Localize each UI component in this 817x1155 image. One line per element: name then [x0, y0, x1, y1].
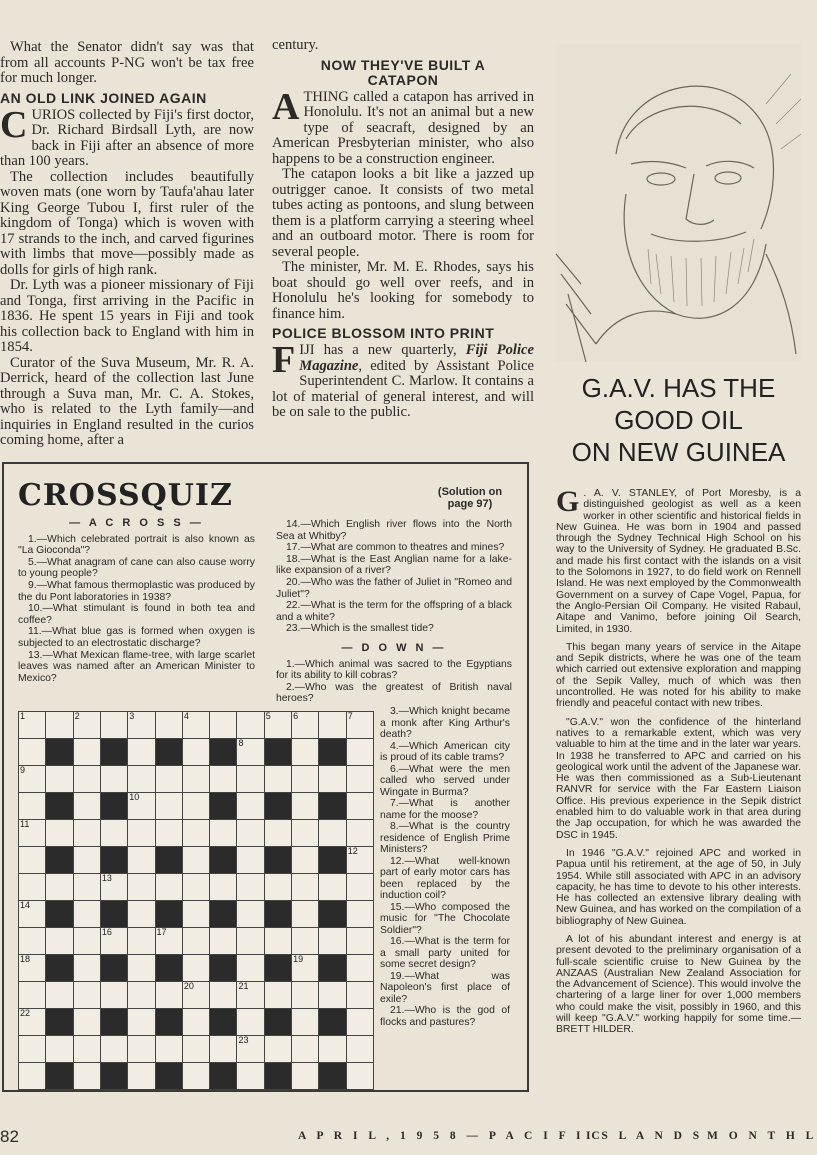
clue-item: 17.—What are common to theatres and mines?	[286, 542, 505, 554]
grid-cell[interactable]	[127, 981, 155, 1009]
down-list-side	[380, 706, 510, 1028]
grid-cell[interactable]	[291, 927, 319, 955]
clue-item: 22.—What is the term for the offspring of a black and a white?	[276, 600, 512, 623]
grid-cell[interactable]	[236, 1035, 264, 1063]
grid-number: 16	[101, 927, 112, 937]
old-link-p1: CURIOS collected by Fiji's first doctor, Dr. Richard Birdsall Lyth, are now back in Fiji after an absence of more than 100 years.	[0, 103, 254, 169]
grid-cell-black	[209, 900, 237, 928]
grid-cell[interactable]	[18, 873, 46, 901]
grid-number: 11	[20, 819, 30, 829]
grid-cell[interactable]	[346, 927, 374, 955]
grid-cell[interactable]	[291, 1062, 319, 1090]
grid-number: 17	[156, 927, 167, 937]
grid-cell-black	[45, 954, 73, 982]
feature-p4: In 1946 "G.A.V." rejoined APC and worked in Papua until his retirement, at the age of 50, in July 1954. While still associated with APC in an advisory capacity, he has time to devote to his other interests. He has collected an extensive library dealing with New Guinea, and has worked on the compilation of a bibliography of New Guinea.	[556, 847, 801, 927]
grid-cell[interactable]	[45, 873, 73, 901]
clue-item: 1.—Which celebrated portrait is also known as "La Gioconda"?	[18, 533, 255, 557]
old-link-p2: The collection includes beautifully woven mats (one worn by Taufa'ahau later King George Tubou I, first ruler of the kingdom of Tonga) which is woven with 17 strands to the inch, and carved figurines with limbs that move—possibly made as dolls for girls of high rank.	[0, 168, 254, 278]
grid-number: 18	[20, 954, 31, 964]
grid-cell[interactable]	[100, 873, 128, 901]
grid-cell[interactable]	[182, 1035, 210, 1063]
clue-item: 6.—What were the men called who served under Wingate in Burma?	[380, 763, 510, 798]
grid-cell-black	[264, 954, 292, 982]
footer-april: A P R I L ,	[298, 1130, 394, 1142]
police-p1: FIJI has a new quarterly, Fiji Police Magazine, edited by Assistant Police Superintendent C. Marlow. It contains a lot of material of general interest, and will be on sale to the public.	[272, 339, 534, 420]
grid-cell[interactable]	[346, 1062, 374, 1090]
old-link-heading: AN OLD LINK JOINED AGAIN	[0, 89, 207, 106]
grid-cell[interactable]	[209, 1035, 237, 1063]
grid-cell[interactable]	[236, 711, 264, 739]
old-link-p3: Dr. Lyth was a pioneer missionary of Fiji and Tonga, first arriving in the Pacific in 1836. He spent 15 years in Fiji and took his collection back to England with him in 1854.	[0, 277, 254, 355]
middle-column	[272, 38, 534, 421]
grid-cell[interactable]	[291, 873, 319, 901]
grid-cell[interactable]	[209, 873, 237, 901]
grid-cell[interactable]	[346, 981, 374, 1009]
grid-cell[interactable]	[318, 1035, 346, 1063]
old-link-drop-cap: C	[0, 103, 28, 146]
grid-number: 20	[183, 981, 194, 991]
grid-cell-black	[264, 846, 292, 874]
portrait-sketch	[556, 44, 801, 362]
grid-cell[interactable]	[291, 846, 319, 874]
grid-cell[interactable]	[236, 927, 264, 955]
grid-cell[interactable]	[236, 954, 264, 982]
grid-cell[interactable]	[18, 1035, 46, 1063]
grid-cell[interactable]	[291, 738, 319, 766]
grid-cell[interactable]	[264, 819, 292, 847]
grid-cell[interactable]	[18, 792, 46, 820]
grid-cell[interactable]	[182, 792, 210, 820]
grid-cell[interactable]	[182, 873, 210, 901]
grid-number: 23	[238, 1035, 249, 1045]
grid-cell[interactable]	[318, 765, 346, 793]
grid-cell[interactable]	[291, 981, 319, 1009]
senator-paragraph: What the Senator didn't say was that from all accounts P-NG won't be tax free for much longer.	[0, 39, 254, 86]
footer-islands: I S L A N D S	[586, 1130, 704, 1142]
grid-cell[interactable]	[182, 900, 210, 928]
clue-item: 19.—What was Napoleon's first place of exile?	[380, 970, 510, 1005]
grid-cell-black	[209, 954, 237, 982]
grid-number: 9	[20, 765, 26, 775]
grid-cell[interactable]	[346, 1008, 374, 1036]
grid-cell[interactable]	[127, 711, 155, 739]
footer-year-pacific: 1 9 5 8 — P A C I F I C	[400, 1130, 604, 1142]
grid-cell[interactable]	[318, 927, 346, 955]
grid-cell[interactable]	[127, 846, 155, 874]
across-list-left	[18, 534, 255, 685]
grid-cell[interactable]	[127, 792, 155, 820]
grid-number: 7	[347, 711, 353, 721]
grid-cell[interactable]	[18, 900, 46, 928]
grid-cell[interactable]	[127, 738, 155, 766]
grid-cell[interactable]	[18, 819, 46, 847]
grid-cell[interactable]	[291, 954, 319, 982]
grid-cell[interactable]	[100, 765, 128, 793]
grid-cell[interactable]	[236, 873, 264, 901]
grid-cell[interactable]	[236, 981, 264, 1009]
grid-cell[interactable]	[45, 981, 73, 1009]
grid-cell-black	[318, 1008, 346, 1036]
grid-cell[interactable]	[209, 981, 237, 1009]
grid-number: 5	[265, 711, 271, 721]
grid-cell[interactable]	[73, 954, 101, 982]
clues-right	[276, 519, 512, 705]
grid-cell-black	[264, 792, 292, 820]
grid-number: 19	[293, 954, 304, 964]
grid-cell[interactable]	[291, 765, 319, 793]
grid-cell[interactable]	[155, 873, 183, 901]
grid-cell[interactable]	[264, 711, 292, 739]
solution-line-1: (Solution on	[437, 486, 503, 498]
grid-cell[interactable]	[318, 873, 346, 901]
clue-item: 21.—Who is the god of flocks and pastures?	[380, 1005, 510, 1028]
grid-number: 8	[238, 738, 244, 748]
grid-number: 4	[183, 711, 189, 721]
grid-cell[interactable]	[73, 981, 101, 1009]
clue-item: 16.—What is the term for a small party united for some secret design?	[380, 936, 510, 970]
grid-cell[interactable]	[18, 846, 46, 874]
grid-cell-black	[100, 738, 128, 766]
grid-cell-black	[155, 900, 183, 928]
grid-cell-black	[100, 846, 128, 874]
grid-cell[interactable]	[236, 792, 264, 820]
grid-cell[interactable]	[127, 927, 155, 955]
grid-cell[interactable]	[100, 981, 128, 1009]
grid-cell[interactable]	[45, 765, 73, 793]
grid-cell[interactable]	[264, 981, 292, 1009]
grid-cell[interactable]	[182, 711, 210, 739]
grid-cell[interactable]	[264, 873, 292, 901]
grid-cell[interactable]	[73, 900, 101, 928]
grid-cell[interactable]	[73, 846, 101, 874]
grid-cell[interactable]	[209, 927, 237, 955]
clue-item: 3.—Which knight became a monk after King Arthur's death?	[380, 706, 510, 740]
old-link-p4: Curator of the Suva Museum, Mr. R. A. Derrick, heard of the collection last June through a Suva man, Mr. C. A. Stokes, who is related to the Lyth family—and inquiries in England resulted in the curios coming home, after a	[0, 354, 254, 448]
grid-cell[interactable]	[236, 1062, 264, 1090]
clue-item: 5.—What anagram of cane can also cause worry to young people?	[18, 556, 255, 580]
grid-cell-black	[100, 900, 128, 928]
grid-cell[interactable]	[291, 819, 319, 847]
grid-cell[interactable]	[45, 819, 73, 847]
grid-cell[interactable]	[45, 1035, 73, 1063]
catapon-heading: NOW THEY'VE BUILT A CATAPON	[320, 56, 486, 88]
grid-cell-black	[209, 846, 237, 874]
grid-cell[interactable]	[18, 981, 46, 1009]
grid-number: 6	[293, 711, 299, 721]
grid-cell[interactable]	[18, 954, 46, 982]
grid-cell-black	[100, 792, 128, 820]
grid-cell[interactable]	[236, 1008, 264, 1036]
grid-cell[interactable]	[73, 765, 101, 793]
grid-cell[interactable]	[209, 819, 237, 847]
police-heading: POLICE BLOSSOM INTO PRINT	[272, 325, 495, 341]
grid-cell[interactable]	[318, 711, 346, 739]
grid-cell[interactable]	[73, 1062, 101, 1090]
grid-cell-black	[209, 738, 237, 766]
century-text: century.	[272, 37, 319, 53]
down-heading: — D O W N —	[341, 641, 447, 654]
grid-cell[interactable]	[209, 711, 237, 739]
grid-cell[interactable]	[73, 711, 101, 739]
grid-cell[interactable]	[127, 900, 155, 928]
grid-cell-black	[318, 738, 346, 766]
grid-cell[interactable]	[182, 1008, 210, 1036]
crossword-grid	[18, 711, 373, 1089]
footer-monthly: M O N T H L	[707, 1130, 817, 1142]
grid-cell[interactable]	[236, 765, 264, 793]
grid-cell[interactable]	[155, 981, 183, 1009]
grid-cell[interactable]	[318, 981, 346, 1009]
down-clues-side	[380, 706, 510, 1028]
grid-cell[interactable]	[264, 765, 292, 793]
grid-cell-black	[45, 846, 73, 874]
grid-cell-black	[45, 738, 73, 766]
grid-cell[interactable]	[182, 738, 210, 766]
grid-cell[interactable]	[182, 765, 210, 793]
feature-p5: A lot of his abundant interest and energy is at present devoted to the preliminary organisation of a full-scale scientific cruise to New Guinea by the ANZAAS (Australian New Zealand Association for the Advancement of Science). This would involve the chartering of a large liner for over 1,000 members who could make the visit, possibly in 1960, and this will keep "G.A.V." working happily for some time.—BRETT HILDER.	[556, 933, 801, 1036]
feature-title	[556, 372, 801, 468]
grid-number: 21	[238, 981, 249, 991]
grid-cell-black	[45, 1008, 73, 1036]
grid-cell[interactable]	[73, 1035, 101, 1063]
grid-cell[interactable]	[291, 900, 319, 928]
across-heading: — A C R O S S —	[69, 517, 204, 529]
clue-item: 9.—What famous thermoplastic was produced by the du Pont laboratories in 1938?	[18, 579, 255, 603]
clue-item: 7.—What is another name for the moose?	[380, 798, 510, 821]
grid-cell[interactable]	[236, 738, 264, 766]
grid-cell[interactable]	[182, 846, 210, 874]
grid-cell[interactable]	[127, 1062, 155, 1090]
clue-item: 18.—What is the East Anglian name for a lake-like expansion of a river?	[276, 553, 512, 577]
grid-cell[interactable]	[155, 819, 183, 847]
grid-cell-black	[100, 1008, 128, 1036]
grid-cell[interactable]	[18, 1062, 46, 1090]
grid-cell-black	[264, 1008, 292, 1036]
grid-cell[interactable]	[182, 954, 210, 982]
feature-p1: G . A. V. STANLEY, of Port Moresby, is a distinguished geologist as well as a keen worker in other scientific and historical fields in New Guinea. He was born in 1904 and passed through the Sydney Technical High School on his way to the University of Sydney. He graduated B.Sc. and made his first contact with the islands on a visit to the Solomons in 1927, to do field work on Rennell Island. He was next employed by the Commonwealth Government on a survey of Cape Vogel, Papua, for the Anglo-Persian Oil Company. He visited Rabaul, Aitape and Vanimo, before joining Oil Search, Limited, in 1930.	[556, 485, 801, 635]
grid-cell[interactable]	[346, 873, 374, 901]
grid-cell-black	[264, 1062, 292, 1090]
grid-cell[interactable]	[155, 711, 183, 739]
grid-cell-black	[100, 1062, 128, 1090]
feature-title-line-3: ON NEW GUINEA	[571, 437, 786, 467]
grid-cell[interactable]	[264, 1035, 292, 1063]
grid-cell-black	[100, 954, 128, 982]
grid-cell-black	[155, 954, 183, 982]
clue-item: 4.—Which American city is proud of its cable trams?	[380, 740, 510, 763]
grid-cell[interactable]	[100, 927, 128, 955]
grid-cell-black	[318, 792, 346, 820]
feature-article	[556, 485, 801, 1124]
clue-item: 10.—What stimulant is found in both tea and coffee?	[18, 603, 255, 626]
portrait-drawing	[556, 44, 801, 362]
grid-cell-black	[155, 738, 183, 766]
grid-cell[interactable]	[182, 981, 210, 1009]
grid-cell[interactable]	[127, 1008, 155, 1036]
grid-cell[interactable]	[346, 738, 374, 766]
grid-cell[interactable]	[291, 1008, 319, 1036]
grid-number: 10	[129, 792, 140, 802]
grid-cell[interactable]	[45, 711, 73, 739]
grid-cell[interactable]	[236, 900, 264, 928]
grid-cell[interactable]	[127, 873, 155, 901]
grid-cell-black	[318, 846, 346, 874]
clue-item: 14.—Which English river flows into the North Sea at Whitby?	[276, 519, 512, 542]
grid-cell[interactable]	[346, 819, 374, 847]
grid-cell[interactable]	[73, 819, 101, 847]
clue-item: 11.—What blue gas is formed when oxygen is subjected to an electrostatic discharge?	[18, 626, 255, 649]
grid-cell[interactable]	[155, 765, 183, 793]
grid-cell-black	[45, 900, 73, 928]
down-list-top	[276, 659, 512, 705]
grid-cell[interactable]	[291, 711, 319, 739]
grid-cell-black	[318, 1062, 346, 1090]
clue-item: 23.—Which is the smallest tide?	[286, 623, 434, 635]
grid-cell[interactable]	[291, 792, 319, 820]
grid-cell[interactable]	[209, 765, 237, 793]
grid-cell[interactable]	[45, 927, 73, 955]
clue-item: 8.—What is the country residence of English Prime Ministers?	[380, 821, 510, 855]
grid-cell-black	[209, 1008, 237, 1036]
feature-title-line-1: G.A.V. HAS THE	[581, 373, 776, 403]
clue-item: 13.—What Mexican flame-tree, with large scarlet leaves was named after an American Minister to Mexico?	[18, 649, 255, 684]
grid-cell[interactable]	[155, 1035, 183, 1063]
grid-cell-black	[264, 900, 292, 928]
grid-cell[interactable]	[18, 927, 46, 955]
clue-item: 20.—Who was the father of Juliet in "Romeo and Juliet"?	[276, 576, 512, 600]
grid-cell[interactable]	[346, 846, 374, 874]
catapon-p2: The catapon looks a bit like a jazzed up outrigger canoe. It consists of two metal tubes acting as pontoons, and slung between them is a platform carrying a steering wheel and an outboard motor. There is room for several people.	[272, 166, 534, 260]
grid-cell[interactable]	[182, 1062, 210, 1090]
grid-number: 22	[20, 1008, 31, 1018]
police-drop-cap: F	[272, 339, 296, 381]
grid-cell[interactable]	[346, 792, 374, 820]
crossquiz-solution-note	[415, 486, 525, 510]
grid-cell[interactable]	[127, 1035, 155, 1063]
grid-cell-black	[155, 1008, 183, 1036]
grid-cell-black	[155, 1062, 183, 1090]
grid-number: 3	[129, 711, 135, 721]
grid-cell[interactable]	[73, 792, 101, 820]
grid-cell[interactable]	[155, 792, 183, 820]
grid-cell-black	[209, 792, 237, 820]
clue-item: 12.—What well-known part of early motor cars has been replaced by the induction coil?	[380, 855, 510, 901]
grid-cell[interactable]	[100, 819, 128, 847]
grid-cell-black	[318, 954, 346, 982]
clue-item: 1.—Which animal was sacred to the Egyptians for its ability to kill cobras?	[276, 658, 512, 682]
grid-cell[interactable]	[18, 738, 46, 766]
grid-cell[interactable]	[127, 765, 155, 793]
grid-cell[interactable]	[100, 1035, 128, 1063]
across-list-right	[276, 519, 512, 635]
grid-cell-black	[318, 900, 346, 928]
grid-cell-black	[209, 1062, 237, 1090]
grid-cell[interactable]	[346, 900, 374, 928]
solution-line-2: page 97)	[447, 498, 493, 510]
grid-cell-black	[155, 846, 183, 874]
grid-cell-black	[45, 792, 73, 820]
grid-cell-black	[45, 1062, 73, 1090]
grid-cell[interactable]	[346, 765, 374, 793]
grid-cell[interactable]	[73, 1008, 101, 1036]
feature-title-line-2: GOOD OIL	[614, 405, 743, 435]
grid-cell[interactable]	[100, 711, 128, 739]
feature-p2: This began many years of service in the Aitape and Sepik districts, where he was one of the team which carried out extensive exploration and mapping of the Sepik Valley, much of which was then uncontrolled. He was noted for his ability to make friendly and peaceful contact with new tribes.	[556, 641, 801, 710]
grid-number: 1	[20, 711, 26, 721]
left-column	[0, 40, 254, 449]
grid-cell[interactable]	[127, 819, 155, 847]
grid-cell[interactable]	[236, 846, 264, 874]
catapon-drop-cap: A	[272, 85, 300, 128]
grid-cell-black	[264, 738, 292, 766]
grid-number: 12	[347, 846, 358, 856]
grid-cell[interactable]	[236, 819, 264, 847]
grid-cell[interactable]	[73, 927, 101, 955]
grid-cell[interactable]	[182, 819, 210, 847]
page-number: 82	[0, 1127, 19, 1146]
catapon-p1: ATHING called a catapon has arrived in Honolulu. It's not an animal but a new type of seacraft, designed by an American Presbyterian minister, who also happens to be a construction engineer.	[272, 85, 534, 167]
grid-number: 2	[74, 711, 80, 721]
across-clues-left	[18, 516, 255, 684]
grid-number: 13	[101, 873, 112, 883]
grid-cell[interactable]	[73, 738, 101, 766]
grid-cell[interactable]	[155, 927, 183, 955]
grid-cell[interactable]	[346, 954, 374, 982]
grid-cell[interactable]	[346, 711, 374, 739]
grid-cell[interactable]	[318, 819, 346, 847]
catapon-p3: The minister, Mr. M. E. Rhodes, says his boat should go well over reefs, and in Honolulu he's looking for somebody to finance him.	[272, 259, 534, 322]
clue-item: 2.—Who was the greatest of British naval heroes?	[276, 681, 512, 705]
clue-item: 15.—Who composed the music for "The Chocolate Soldier"?	[380, 901, 510, 936]
grid-cell[interactable]	[18, 765, 46, 793]
grid-cell[interactable]	[346, 1035, 374, 1063]
grid-cell[interactable]	[18, 1008, 46, 1036]
feature-p3: "G.A.V." won the confidence of the hinterland natives to a remarkable extent, which was very valuable to him at the time and in the later war years. In 1938 he transferred to APC and carried on his geological work until the advent of the Japanese war. He was then commissioned as a Sub-Lieutenant RANVR for service with the Far Eastern Liaison Office. His previous experience in the Sepik district enabled him to do valuable work in that area during the Jap occupation, for which he was awarded the DSC in 1945.	[556, 716, 801, 841]
grid-cell[interactable]	[182, 927, 210, 955]
grid-cell[interactable]	[73, 873, 101, 901]
grid-cell[interactable]	[18, 711, 46, 739]
grid-number: 14	[20, 900, 31, 910]
crossquiz-title: CROSSQUIZ	[18, 478, 233, 513]
grid-cell[interactable]	[127, 954, 155, 982]
grid-cell[interactable]	[291, 1035, 319, 1063]
feature-drop-cap: G	[556, 485, 580, 518]
grid-cell[interactable]	[264, 927, 292, 955]
